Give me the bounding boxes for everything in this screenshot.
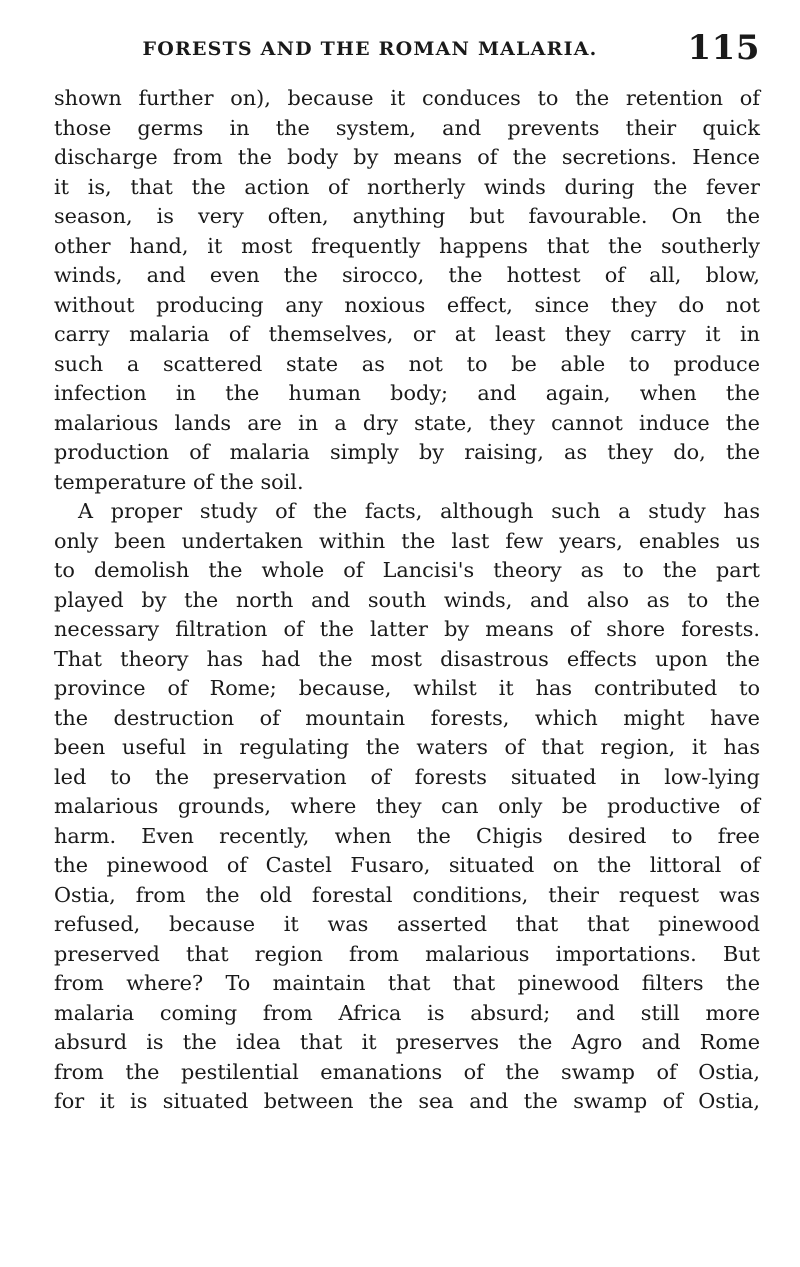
text-line: those germs in the system, and prevents their quick <box>54 115 760 140</box>
text-line: winds, and even the sirocco, the hottest of all, blow, <box>54 263 760 287</box>
page-header <box>50 28 762 72</box>
running-title: FORESTS AND THE ROMAN MALARIA. <box>142 38 598 60</box>
text-line: infection in the human body; and again, when the <box>54 381 760 405</box>
text-line: malarious lands are in a dry state, they cannot induce the <box>54 410 760 435</box>
text-line: absurd is the idea that it preserves the Agro and Rome <box>54 1030 760 1054</box>
text-line: without producing any noxious effect, since they do not <box>54 292 760 317</box>
text-line: province of Rome; because, whilst it has contributed to <box>54 676 760 700</box>
text-line: malaria coming from Africa is absurd; and still more <box>54 1000 760 1025</box>
text-line: discharge from the body by means of the secretions. Hence <box>54 145 760 169</box>
text-line: it is, that the action of northerly winds during the fever <box>54 174 760 199</box>
text-line: preserved that region from malarious importations. But <box>54 941 760 966</box>
text-line: other hand, it most frequently happens that the southerly <box>54 233 760 258</box>
text-line: to demolish the whole of Lancisi's theory as to the part <box>54 558 760 582</box>
text-line: Ostia, from the old forestal conditions, their request was <box>54 882 760 907</box>
body-text <box>54 84 760 1117</box>
text-line: refused, because it was asserted that that pinewood <box>54 912 760 936</box>
text-line: only been undertaken within the last few years, enables us <box>54 528 760 553</box>
text-line: That theory has had the most disastrous effects upon the <box>54 646 760 671</box>
text-line: from the pestilential emanations of the swamp of Ostia, <box>54 1059 760 1084</box>
text-line: from where? To maintain that that pinewood filters the <box>54 971 760 995</box>
text-line: necessary filtration of the latter by means of shore forests. <box>54 617 760 641</box>
text-line: shown further on), because it conduces to the retention of <box>54 86 760 110</box>
page-number: 115 <box>687 28 760 68</box>
text-line: malarious grounds, where they can only be productive of <box>54 794 760 818</box>
text-line: production of malaria simply by raising, as they do, the <box>54 440 760 464</box>
text-line: such a scattered state as not to be able to produce <box>54 351 760 376</box>
text-line: played by the north and south winds, and also as to the <box>54 587 760 612</box>
text-line: the destruction of mountain forests, which might have <box>54 705 760 730</box>
text-line: season, is very often, anything but favourable. On the <box>54 204 760 228</box>
text-line: led to the preservation of forests situated in low-lying <box>54 764 760 789</box>
text-line: carry malaria of themselves, or at least they carry it in <box>54 322 760 346</box>
text-line: harm. Even recently, when the Chigis desired to free <box>54 823 760 848</box>
text-line: for it is situated between the sea and the swamp of Ostia, <box>54 1089 760 1113</box>
text-line: temperature of the soil. <box>54 469 304 494</box>
text-line: been useful in regulating the waters of that region, it has <box>54 735 760 759</box>
text-line: A proper study of the facts, although such a study has <box>78 499 760 523</box>
text-line: the pinewood of Castel Fusaro, situated on the littoral of <box>54 853 760 877</box>
